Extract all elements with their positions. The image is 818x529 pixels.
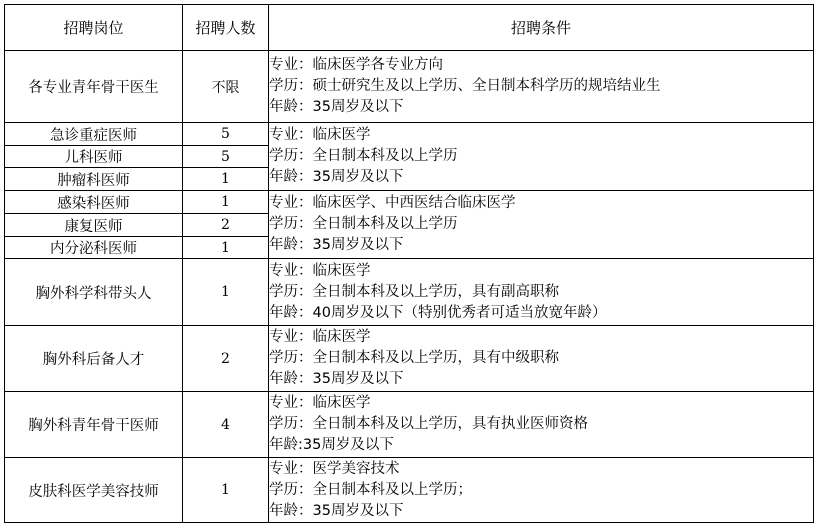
count-cell: 4 [183, 392, 269, 458]
condition-age: 年龄:35周岁及以下 [269, 437, 394, 453]
count-cell: 5 [183, 146, 269, 168]
condition-major: 专业：临床医学各专业方向 [269, 57, 443, 73]
table-row [5, 458, 814, 523]
count-cell: 1 [183, 168, 269, 191]
condition-education: 学历：全日制本科及以上学历，具有执业医师资格 [269, 416, 588, 432]
recruitment-table [4, 4, 814, 523]
condition-age: 年龄：35周岁及以下 [269, 99, 404, 115]
position-cell: 皮肤科医学美容技师 [5, 458, 183, 523]
conditions-cell [269, 123, 814, 191]
table-row [5, 392, 814, 458]
position-cell: 胸外科学科带头人 [5, 259, 183, 326]
count-cell: 1 [183, 259, 269, 326]
condition-education: 学历：全日制本科及以上学历 [269, 148, 458, 164]
condition-major: 专业：临床医学 [269, 395, 371, 411]
header-row [5, 5, 814, 51]
table-row [5, 51, 814, 123]
count-cell: 5 [183, 123, 269, 146]
condition-age: 年龄：35周岁及以下 [269, 237, 404, 253]
conditions-cell [269, 51, 814, 123]
condition-age: 年龄：40周岁及以下（特别优秀者可适当放宽年龄） [269, 304, 607, 321]
condition-major: 专业：临床医学 [269, 262, 371, 279]
count-cell: 1 [183, 237, 269, 259]
header-conditions: 招聘条件 [269, 5, 814, 51]
condition-education: 学历：全日制本科及以上学历 [269, 216, 458, 232]
condition-major: 专业：临床医学 [269, 329, 371, 345]
position-cell: 各专业青年骨干医生 [5, 51, 183, 123]
table-row [5, 259, 814, 326]
position-cell: 康复医师 [5, 214, 183, 237]
count-cell: 不限 [183, 51, 269, 123]
conditions-cell [269, 191, 814, 259]
position-cell: 儿科医师 [5, 146, 183, 168]
count-cell: 2 [183, 326, 269, 392]
position-cell: 肿瘤科医师 [5, 168, 183, 191]
condition-education: 学历：全日制本科及以上学历； [269, 481, 472, 498]
header-count: 招聘人数 [183, 5, 269, 51]
position-cell: 内分泌科医师 [5, 237, 183, 259]
condition-major: 专业：临床医学、中西医结合临床医学 [269, 195, 516, 211]
header-position: 招聘岗位 [5, 5, 183, 51]
count-cell: 2 [183, 214, 269, 237]
conditions-cell [269, 259, 814, 326]
conditions-cell [269, 392, 814, 458]
conditions-cell [269, 326, 814, 392]
position-cell: 感染科医师 [5, 191, 183, 214]
condition-major: 专业：医学美容技术 [269, 460, 400, 477]
condition-age: 年龄：35周岁及以下 [269, 502, 404, 519]
position-cell: 胸外科后备人才 [5, 326, 183, 392]
position-cell: 急诊重症医师 [5, 123, 183, 146]
condition-age: 年龄：35周岁及以下 [269, 169, 404, 185]
table-row [5, 123, 814, 146]
conditions-cell [269, 458, 814, 523]
count-cell: 1 [183, 191, 269, 214]
condition-education: 学历：全日制本科及以上学历，具有副高职称 [269, 283, 559, 300]
table-row [5, 191, 814, 214]
condition-age: 年龄：35周岁及以下 [269, 371, 404, 387]
position-cell: 胸外科青年骨干医师 [5, 392, 183, 458]
table-row [5, 326, 814, 392]
condition-education: 学历：全日制本科及以上学历，具有中级职称 [269, 350, 559, 366]
condition-education: 学历：硕士研究生及以上学历、全日制本科学历的规培结业生 [269, 78, 661, 94]
condition-major: 专业：临床医学 [269, 127, 371, 143]
count-cell: 1 [183, 458, 269, 523]
